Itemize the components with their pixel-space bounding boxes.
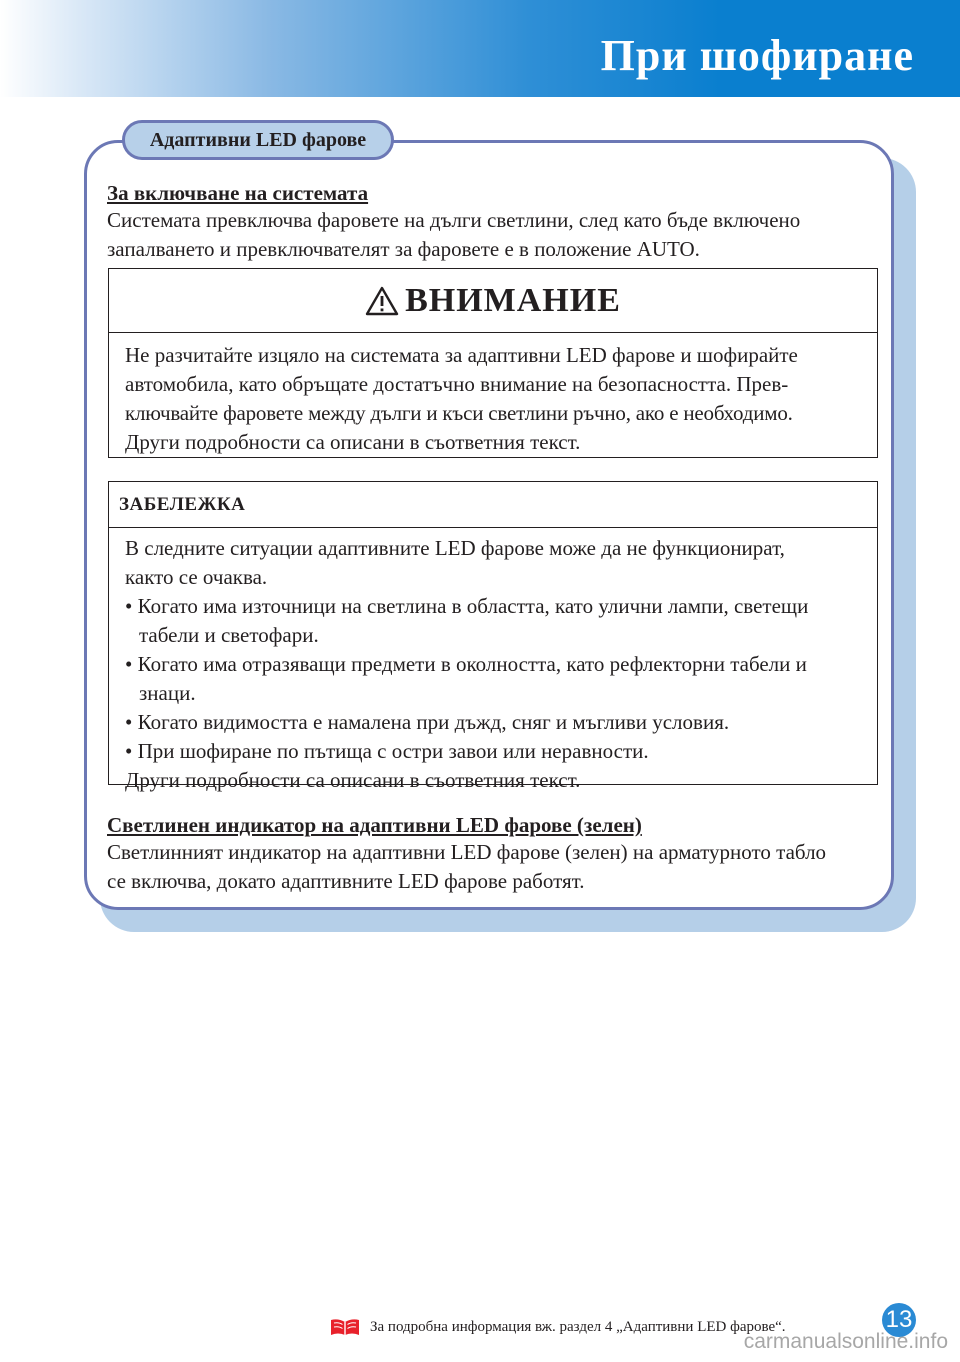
footer-reference bbox=[330, 1316, 786, 1338]
system-on-heading: За включване на системата bbox=[107, 181, 369, 205]
caution-body bbox=[109, 333, 877, 457]
note-outro: Други подробности са описани в съответния текст. bbox=[125, 768, 581, 792]
note-bullet: • Когато има източници на светлина в областта, като улични лампи, светещи табели и светофари. bbox=[125, 594, 809, 647]
caution-line: Други подробности са описани в съответния текст. bbox=[125, 430, 581, 454]
indicator-text: Светлинният индикатор на адаптивни LED фарове (зелен) на арматурното табло се включва, докато адаптивните LED фарове работят. bbox=[107, 840, 827, 893]
note-body bbox=[109, 528, 877, 795]
note-bullet: • Когато видимостта е намалена при дъжд, сняг и мъгливи условия. bbox=[125, 710, 730, 734]
caution-line: ключвайте фаровете между дълги и къси светлини ръчно, ако е необходимо. bbox=[125, 401, 793, 425]
caution-header bbox=[109, 269, 877, 333]
caution-box bbox=[108, 268, 878, 458]
note-header bbox=[109, 482, 877, 528]
book-icon bbox=[330, 1318, 360, 1336]
warning-triangle-icon bbox=[365, 286, 399, 316]
system-on-text: Системата превключва фаровете на дълги светлини, след като бъде включено запалването и превключвателят за фаровете е в положение AUTO. bbox=[107, 208, 801, 261]
page-title: При шофиране bbox=[600, 31, 914, 80]
section-tab: Адаптивни LED фарове bbox=[122, 120, 394, 160]
watermark: carmanualsonline.info bbox=[743, 1330, 948, 1353]
indicator-heading: Светлинен индикатор на адаптивни LED фарове (зелен) bbox=[107, 813, 642, 837]
note-bullet: • Когато има отразяващи предмети в околността, като рефлекторни табели и знаци. bbox=[125, 652, 807, 705]
caution-line: Не разчитайте изцяло на системата за адаптивни LED фарове и шофирайте bbox=[125, 343, 798, 367]
caution-line: автомобила, като обръщате достатъчно внимание на безопасността. Прев- bbox=[125, 372, 789, 396]
note-bullet: • При шофиране по пътища с остри завои или неравности. bbox=[125, 739, 649, 763]
caution-title: ВНИМАНИЕ bbox=[405, 281, 621, 319]
note-intro: В следните ситуации адаптивните LED фарове може да не функционират, както се очаква. bbox=[125, 536, 785, 589]
note-box bbox=[108, 481, 878, 792]
page-number: 13 bbox=[882, 1303, 916, 1337]
footer-reference-text: За подробна информация вж. раздел 4 „Адаптивни LED фарове“. bbox=[370, 1319, 786, 1335]
note-title: ЗАБЕЛЕЖКА bbox=[119, 493, 246, 515]
